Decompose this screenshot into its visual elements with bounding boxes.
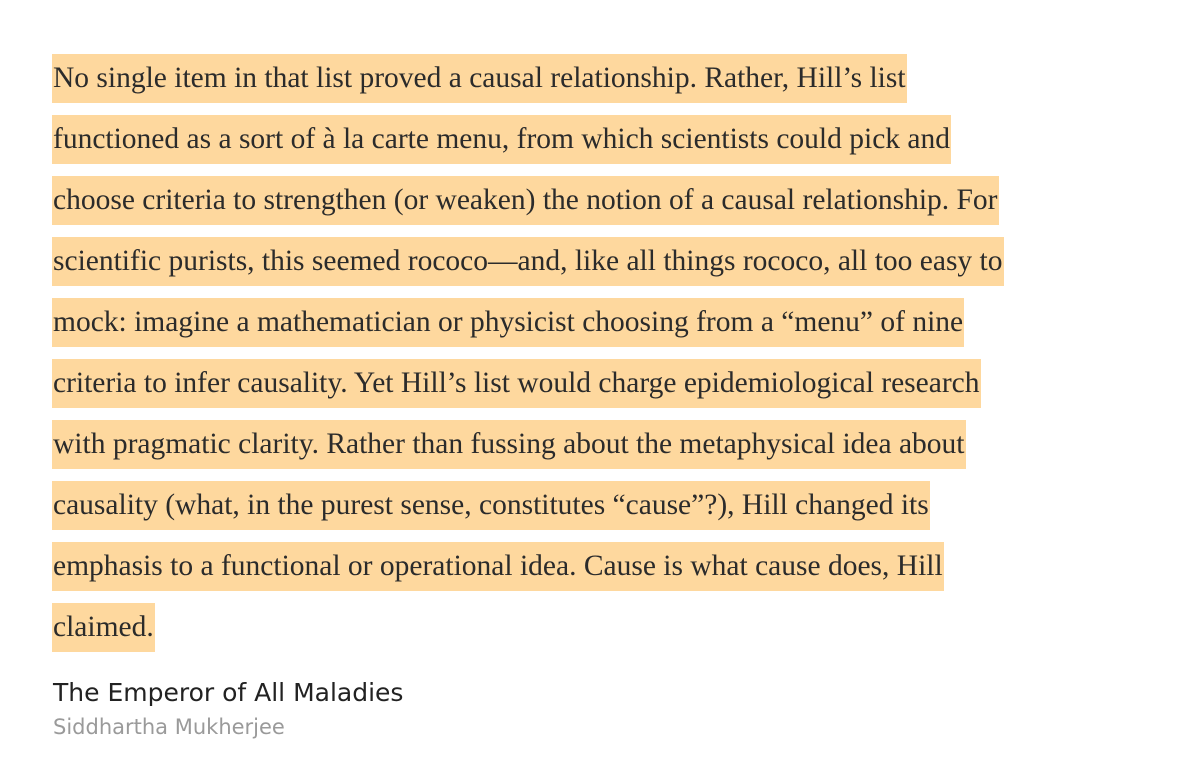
quote-line: criteria to infer causality. Yet Hill’s list would charge epidemiological research	[52, 359, 981, 408]
quote-line: causality (what, in the purest sense, constitutes “cause”?), Hill changed its	[52, 481, 930, 530]
highlighted-quote	[52, 54, 1152, 664]
quote-line: No single item in that list proved a causal relationship. Rather, Hill’s list	[52, 54, 907, 103]
quote-line: scientific purists, this seemed rococo—and, like all things rococo, all too easy to	[52, 237, 1004, 286]
quote-line: choose criteria to strengthen (or weaken) the notion of a causal relationship. For	[52, 176, 999, 225]
quote-line: mock: imagine a mathematician or physicist choosing from a “menu” of nine	[52, 298, 964, 347]
quote-line: claimed.	[52, 603, 155, 652]
quote-line: emphasis to a functional or operational idea. Cause is what cause does, Hill	[52, 542, 944, 591]
quote-line: functioned as a sort of à la carte menu, from which scientists could pick and	[52, 115, 951, 164]
book-author: Siddhartha Mukherjee	[53, 715, 285, 739]
book-title: The Emperor of All Maladies	[53, 678, 404, 707]
quote-line: with pragmatic clarity. Rather than fussing about the metaphysical idea about	[52, 420, 966, 469]
